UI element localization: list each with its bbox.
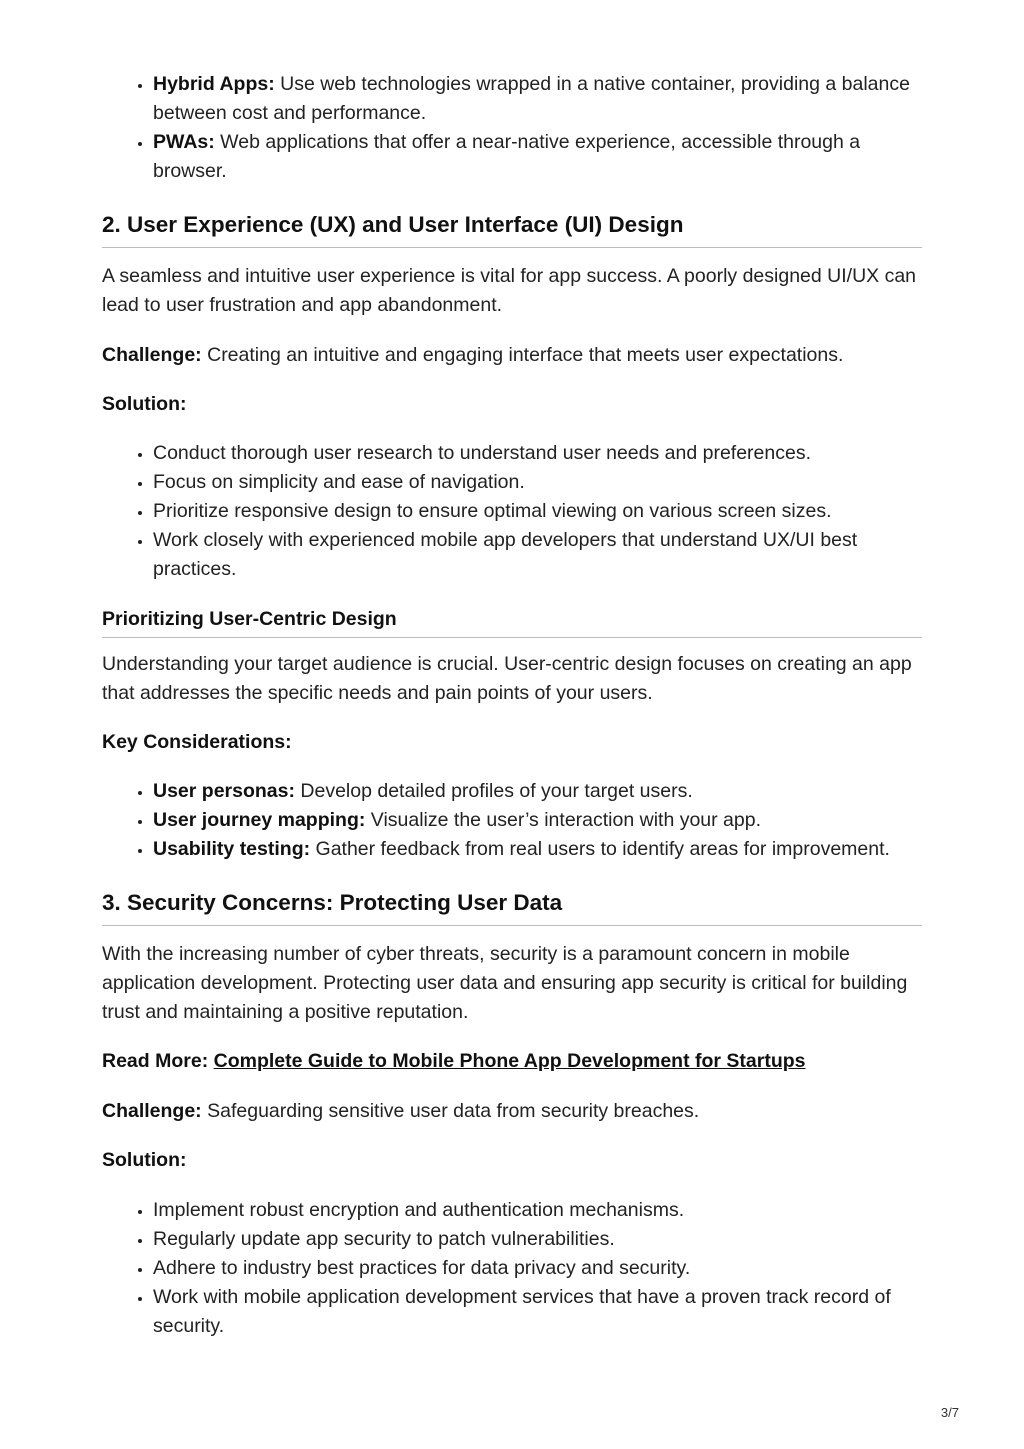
section-3-solutions-list [102,1196,922,1341]
challenge-text: Safeguarding sensitive user data from security breaches. [201,1100,700,1122]
list-item [153,806,922,835]
list-item [153,835,922,864]
user-centric-heading: Prioritizing User-Centric Design [102,606,922,638]
list-item: • Regularly update app security to patch vulnerabilities. [153,1225,922,1254]
list-item: • Work closely with experienced mobile app developers that understand UX/UI best practices. [153,526,922,584]
section-2-intro: A seamless and intuitive user experience is vital for app success. A poorly designed UI/UX can lead to user frustration and app abandonment. [102,265,917,316]
section-2-solutions-list [102,439,922,584]
section-3-solution-label [102,1146,922,1175]
considerations-list [102,777,922,864]
app-types-list [102,70,922,186]
section-3-heading: 3. Security Concerns: Protecting User Data [102,888,922,926]
section-2-heading: 2. User Experience (UX) and User Interface (UI) Design [102,210,922,248]
page-number: 3/7 [940,1405,959,1420]
term-hybrid-apps: Hybrid Apps: [153,73,275,95]
challenge-label: Challenge: [102,344,202,366]
challenge-text: Creating an intuitive and engaging interface that meets user expectations. [201,344,844,366]
list-item [153,70,922,128]
key-label: Key Considerations: [102,731,292,753]
item-text: Use web technologies wrapped in a native container, providing a balance between cost and performance. [153,73,910,124]
list-item: • Work with mobile application development services that have a proven track record of security. [153,1283,922,1341]
read-more-label: Read More: [102,1050,214,1072]
term-user-journey-mapping: User journey mapping: [153,809,366,831]
section-2-solution-label [102,390,922,419]
solution-label: Solution: [102,1149,187,1171]
list-item: • Conduct thorough user research to understand user needs and preferences. [153,439,922,468]
solution-label: Solution: [102,393,187,415]
list-item: • Focus on simplicity and ease of navigation. [153,468,922,497]
user-centric-intro: Understanding your target audience is crucial. User-centric design focuses on creating an app that addresses the specific needs and pain points of your users. [102,653,912,704]
item-text: Web applications that offer a near-native experience, accessible through a browser. [153,131,861,182]
document-page [102,70,922,1341]
challenge-label: Challenge: [102,1100,202,1122]
section-2-challenge [102,341,922,370]
section-3-challenge [102,1097,922,1126]
list-item: • Prioritize responsive design to ensure optimal viewing on various screen sizes. [153,497,922,526]
term-user-personas: User personas: [153,780,295,802]
list-item [153,128,922,186]
list-item: • Adhere to industry best practices for data privacy and security. [153,1254,922,1283]
section-3-intro: With the increasing number of cyber threats, security is a paramount concern in mobile application development. Protecting user data and ensuring app security is critical for building trust and maintaining a positive reputation. [102,943,908,1023]
term-pwas: PWAs: [153,131,215,153]
read-more-link[interactable]: Complete Guide to Mobile Phone App Development for Startups [213,1050,806,1072]
item-text: Develop detailed profiles of your target users. [294,780,693,802]
item-text: Visualize the user’s interaction with your app. [365,809,762,831]
item-text: Gather feedback from real users to identify areas for improvement. [310,838,890,860]
read-more [102,1047,922,1076]
term-usability-testing: Usability testing: [153,838,311,860]
list-item: • Implement robust encryption and authentication mechanisms. [153,1196,922,1225]
key-considerations-label [102,728,922,757]
list-item [153,777,922,806]
